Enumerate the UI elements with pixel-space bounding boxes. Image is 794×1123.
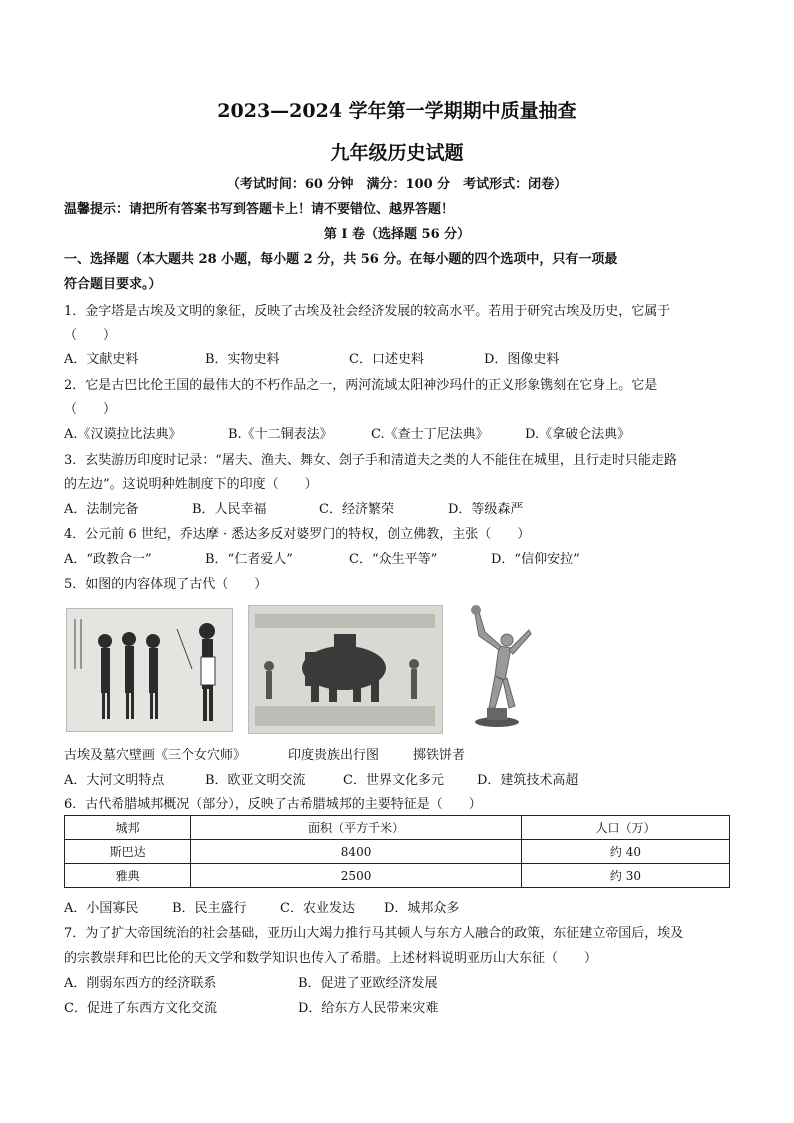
question-3-stem: 3．玄奘游历印度时记录：“屠夫、渔夫、舞女、刽子手和清道夫之类的人不能住在城里，且行走时只能走路 <box>64 453 677 468</box>
q5-caption-2: 印度贵族出行图 <box>288 748 380 763</box>
city-state-table <box>64 815 730 888</box>
q6-option-a: A．小国寡民 <box>64 901 139 916</box>
q5-option-b: B．欧亚文明交流 <box>205 773 306 788</box>
table-row <box>65 840 730 864</box>
q5-option-d: D．建筑技术高超 <box>477 773 579 788</box>
exam-info: （考试时间：60 分钟 满分：100 分 考试形式：闭卷） <box>226 177 568 192</box>
question-2-stem: 2．它是古巴比伦王国的最伟大的不朽作品之一，两河流域太阳神沙玛什的正义形象镌刻在它身上。它是 <box>64 378 658 393</box>
discobolus-image <box>459 600 539 730</box>
question-7-stem: 7．为了扩大帝国统治的社会基础，亚历山大竭力推行马其顿人与东方人融合的政策，东征建立帝国后，埃及 <box>64 926 684 941</box>
section-heading-line2: 符合题目要求。） <box>64 277 162 292</box>
egyptian-mural-image <box>66 608 233 732</box>
q6-option-d: D．城邦众多 <box>384 901 460 916</box>
question-1-stem: 1．金字塔是古埃及文明的象征，反映了古埃及社会经济发展的较高水平。若用于研究古埃及历史，它属于 <box>64 304 671 319</box>
q1-option-b: B．实物史料 <box>205 352 280 367</box>
q5-option-c: C．世界文化多元 <box>343 773 444 788</box>
warm-tip: 温馨提示：请把所有答案书写到答题卡上！请不要错位、越界答题！ <box>64 202 455 217</box>
question-4-stem: 4．公元前 6 世纪，乔达摩 · 悉达多反对婆罗门的特权，创立佛教，主张（ ） <box>64 527 531 542</box>
q2-option-c: C.《查士丁尼法典》 <box>371 427 489 442</box>
table-cell: 约 30 <box>521 864 729 888</box>
q7-option-a: A．削弱东西方的经济联系 <box>64 976 217 991</box>
q4-option-b: B．“仁者爱人” <box>205 552 293 567</box>
table-row <box>65 864 730 888</box>
q3-option-d: D．等级森严 <box>448 502 524 517</box>
q3-option-a: A．法制完备 <box>64 502 139 517</box>
q3-option-c: C．经济繁荣 <box>319 502 394 517</box>
table-header-cell: 城邦 <box>65 816 191 840</box>
table-cell: 雅典 <box>65 864 191 888</box>
table-cell: 2500 <box>191 864 522 888</box>
exam-title: 2023—2024 学年第一学期期中质量抽查 <box>217 100 577 122</box>
table-cell: 约 40 <box>521 840 729 864</box>
question-7-stem-cont: 的宗教崇拜和巴比伦的天文学和数学知识也传入了希腊。上述材料说明亚历山大东征（ ） <box>64 951 598 966</box>
question-3-stem-cont: 的左边”。这说明种姓制度下的印度（ ） <box>64 477 318 492</box>
table-cell: 8400 <box>191 840 522 864</box>
question-6-stem: 6．古代希腊城邦概况（部分），反映了古希腊城邦的主要特征是（ ） <box>64 797 482 812</box>
q5-caption-1: 古埃及墓穴壁画《三个女穴师》 <box>64 748 247 763</box>
table-header-row <box>65 816 730 840</box>
q6-option-c: C．农业发达 <box>280 901 355 916</box>
q7-option-b: B．促进了亚欧经济发展 <box>298 976 438 991</box>
table-header-cell: 人口（万） <box>521 816 729 840</box>
q4-option-d: D．“信仰安拉” <box>491 552 580 567</box>
q1-option-a: A．文献史料 <box>64 352 139 367</box>
q7-option-c: C．促进了东西方文化交流 <box>64 1001 217 1016</box>
q1-option-c: C．口述史料 <box>349 352 424 367</box>
q2-option-a: A.《汉谟拉比法典》 <box>64 427 182 442</box>
q5-caption-3: 掷铁饼者 <box>413 748 466 763</box>
q4-option-a: A．“政教合一” <box>64 552 152 567</box>
q7-option-d: D．给东方人民带来灾难 <box>298 1001 439 1016</box>
q3-option-b: B．人民幸福 <box>192 502 267 517</box>
q5-option-a: A．大河文明特点 <box>64 773 165 788</box>
indian-procession-image <box>248 605 443 734</box>
q4-option-c: C．“众生平等” <box>349 552 438 567</box>
q1-option-d: D．图像史料 <box>484 352 560 367</box>
volume-heading: 第 I 卷（选择题 56 分） <box>323 227 471 242</box>
q2-option-b: B.《十二铜表法》 <box>228 427 333 442</box>
question-1-blank: （ ） <box>64 328 117 343</box>
section-heading-line1: 一、选择题（本大题共 28 小题，每小题 2 分，共 56 分。在每小题的四个选项中，只有一项最 <box>64 252 618 267</box>
exam-subtitle: 九年级历史试题 <box>330 142 464 164</box>
q2-option-d: D.《拿破仑法典》 <box>525 427 631 442</box>
question-2-blank: （ ） <box>64 402 117 417</box>
question-5-stem: 5．如图的内容体现了古代（ ） <box>64 577 268 592</box>
table-header-cell: 面积（平方千米） <box>191 816 522 840</box>
q6-option-b: B．民主盛行 <box>172 901 247 916</box>
table-cell: 斯巴达 <box>65 840 191 864</box>
